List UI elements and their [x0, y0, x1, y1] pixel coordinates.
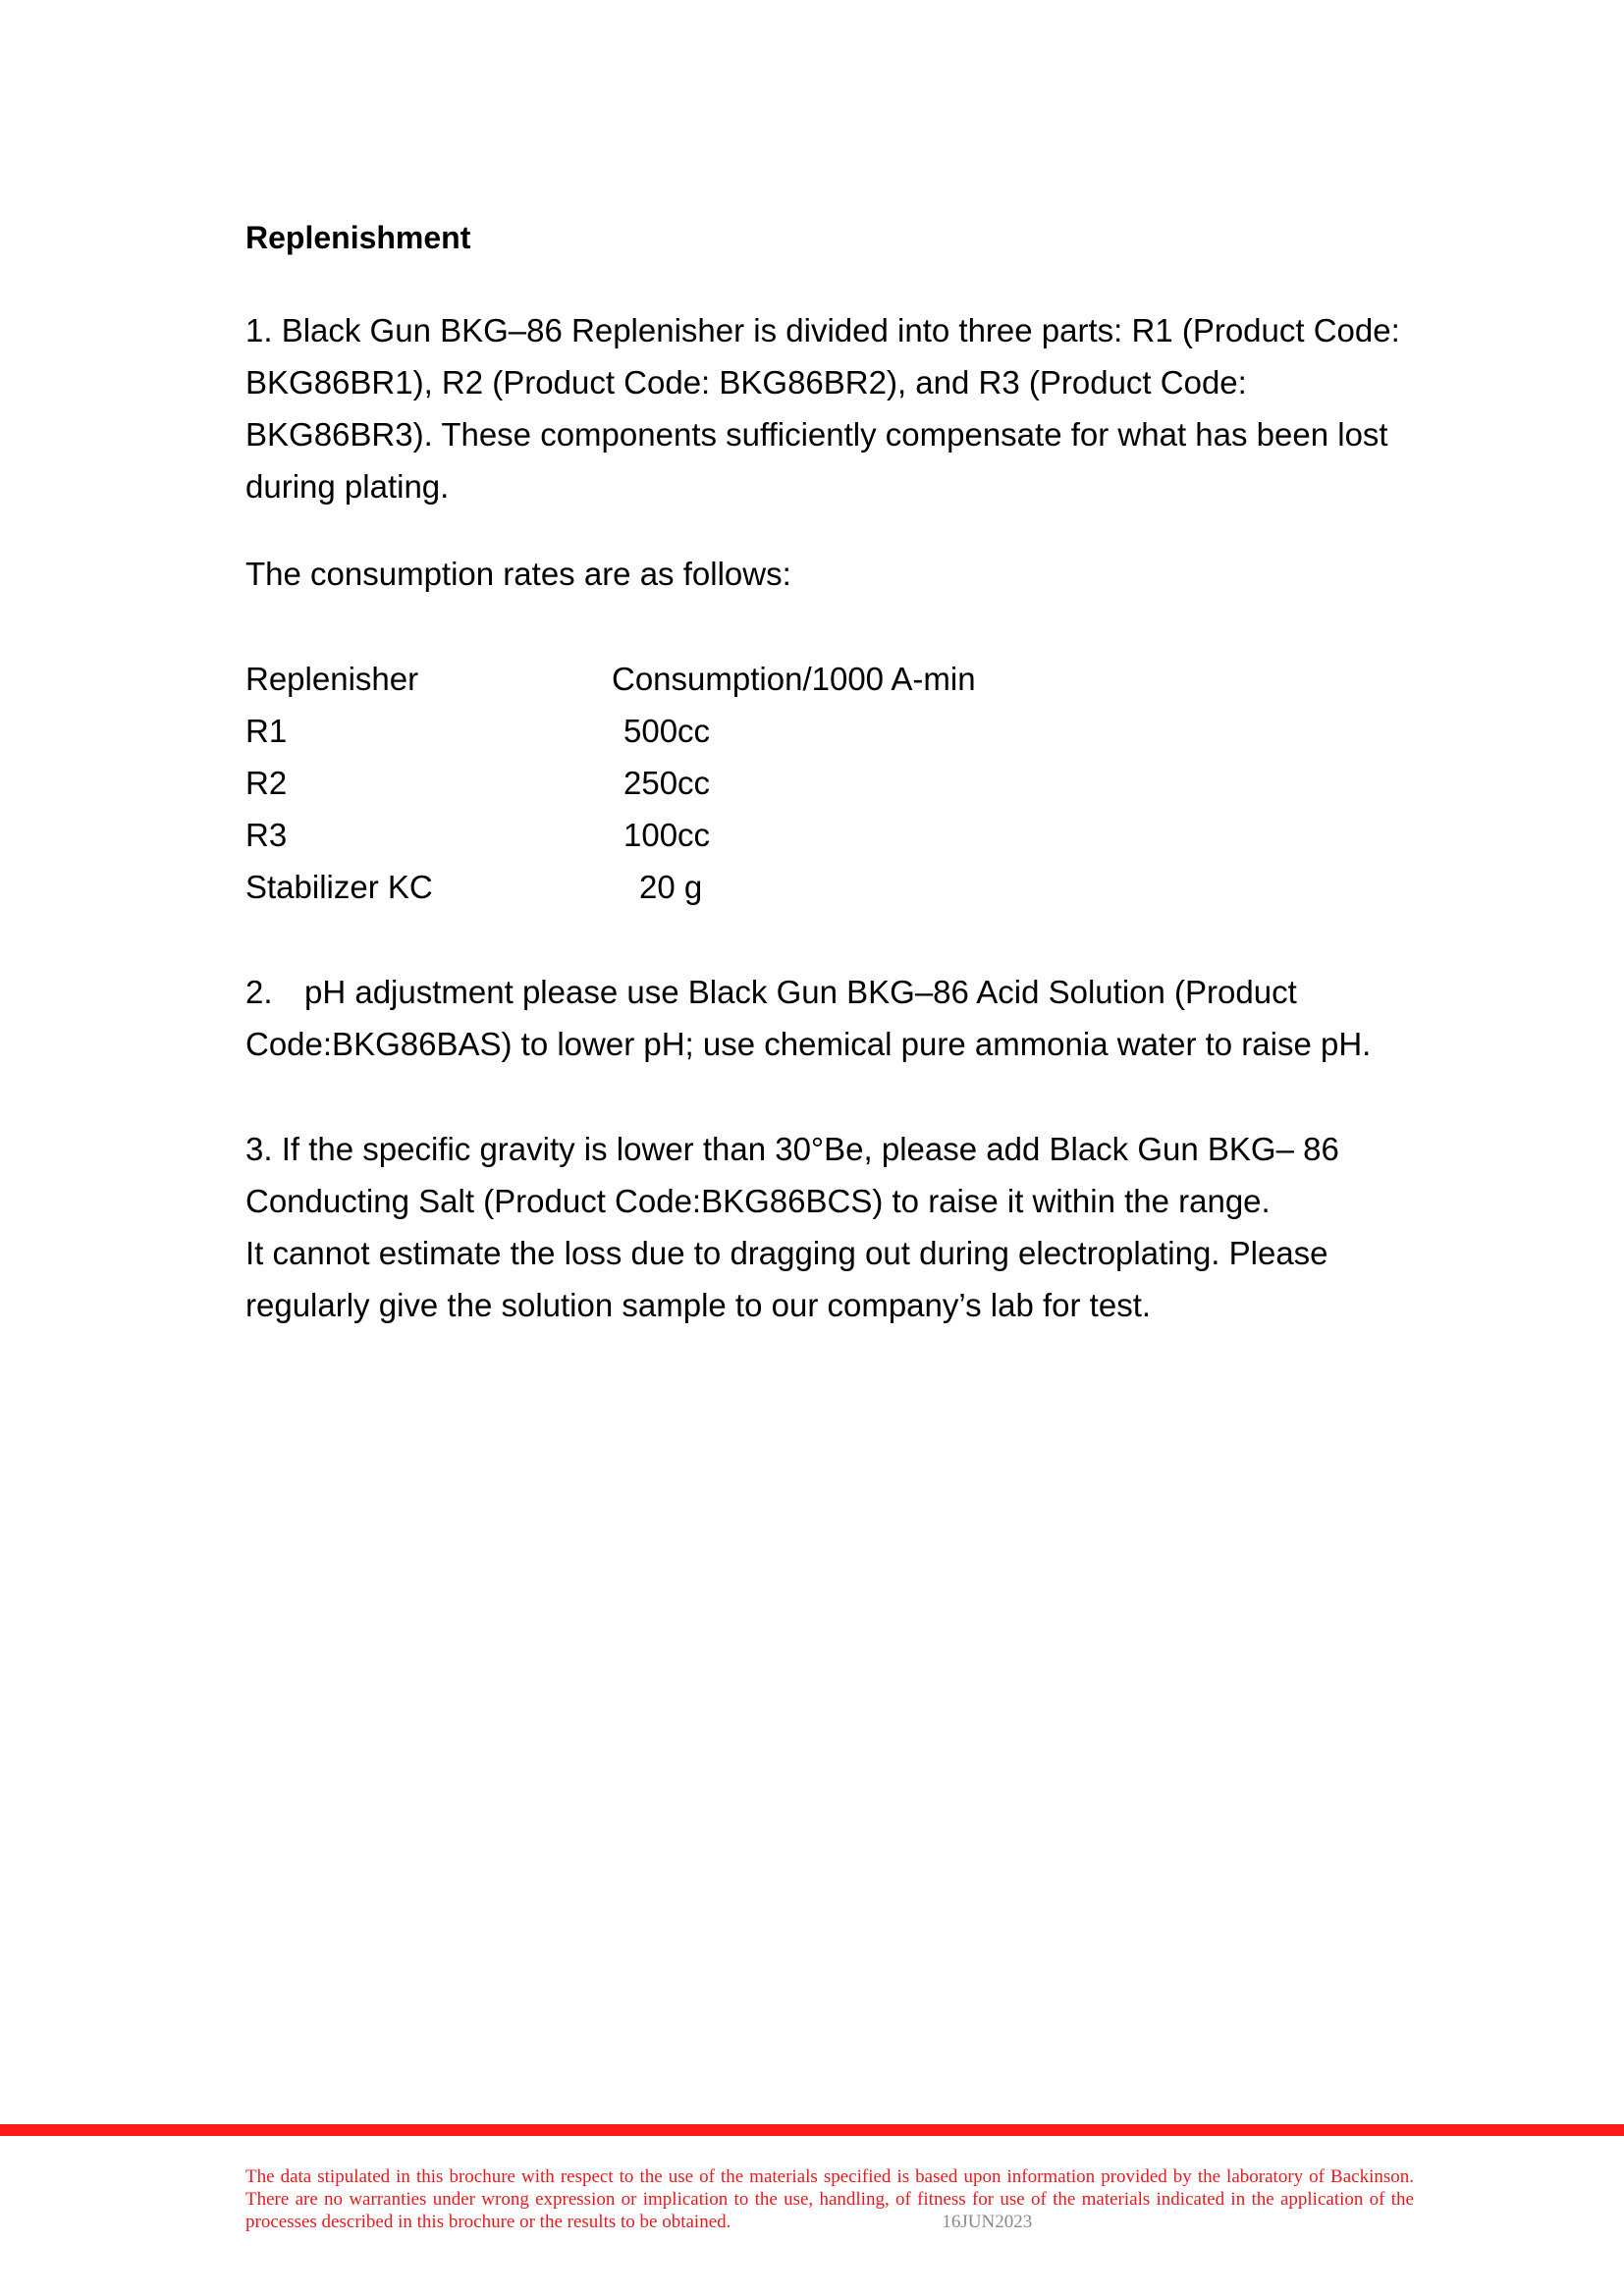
table-cell-value: 250cc: [623, 765, 711, 801]
table-cell-name: Stabilizer KC: [245, 869, 433, 905]
footer-divider: [0, 2124, 1624, 2136]
table-header-replenisher: Replenisher: [245, 661, 419, 697]
ph-adjustment-text: pH adjustment please use Black Gun BKG–86 Acid Solution (Product Code:BKG86BAS) to lower pH; use chemical pure ammonia water to raise pH.: [245, 974, 1372, 1062]
disclaimer-text: The data stipulated in this brochure with respect to the use of the materials specified is based upon information provided by the laboratory of Backinson. There are no warranties under wrong expression or implication to the use, handling, of fitness for use of the materials indicated in the application of the processes described in this brochure or the results to be obtained.: [245, 2166, 1414, 2232]
table-cell-value: 20 g: [639, 869, 703, 905]
table-header-row: [245, 653, 976, 705]
replenisher-intro-paragraph: 1. Black Gun BKG–86 Replenisher is divided into three parts: R1 (Product Code: BKG86BR1), R2 (Product Code: BKG86BR2), and R3 (Product Code: BKG86BR3). These components sufficiently compensate for what has been lost during plating.: [245, 312, 1400, 505]
list-number: 2.: [245, 974, 273, 1010]
table-header-consumption: Consumption/1000 A-min: [612, 661, 976, 697]
table-row: [245, 757, 976, 809]
table-row: [245, 809, 976, 861]
table-row: [245, 705, 976, 757]
table-cell-value: 100cc: [623, 817, 711, 853]
table-cell-name: R2: [245, 765, 288, 801]
table-cell-name: R3: [245, 817, 288, 853]
section-heading: Replenishment: [245, 220, 471, 255]
specific-gravity-text: 3. If the specific gravity is lower than 30°Be, please add Black Gun BKG– 86 Conducting Salt (Product Code:BKG86BCS) to raise it within the range.: [245, 1131, 1339, 1219]
revision-date: 16JUN2023: [942, 2212, 1033, 2232]
ph-adjustment-paragraph: [245, 966, 1424, 1070]
table-row: [245, 861, 976, 913]
consumption-table: [245, 653, 976, 913]
consumption-intro-text: The consumption rates are as follows:: [245, 556, 791, 592]
table-cell-name: R1: [245, 713, 288, 749]
document-body: [245, 216, 1424, 1331]
footer-disclaimer: [245, 2165, 1414, 2233]
specific-gravity-paragraph: [245, 1123, 1424, 1331]
dragout-note-text: It cannot estimate the loss due to dragging out during electroplating. Please regularly give the solution sample to our company’s lab for test.: [245, 1235, 1328, 1323]
table-cell-value: 500cc: [623, 713, 711, 749]
